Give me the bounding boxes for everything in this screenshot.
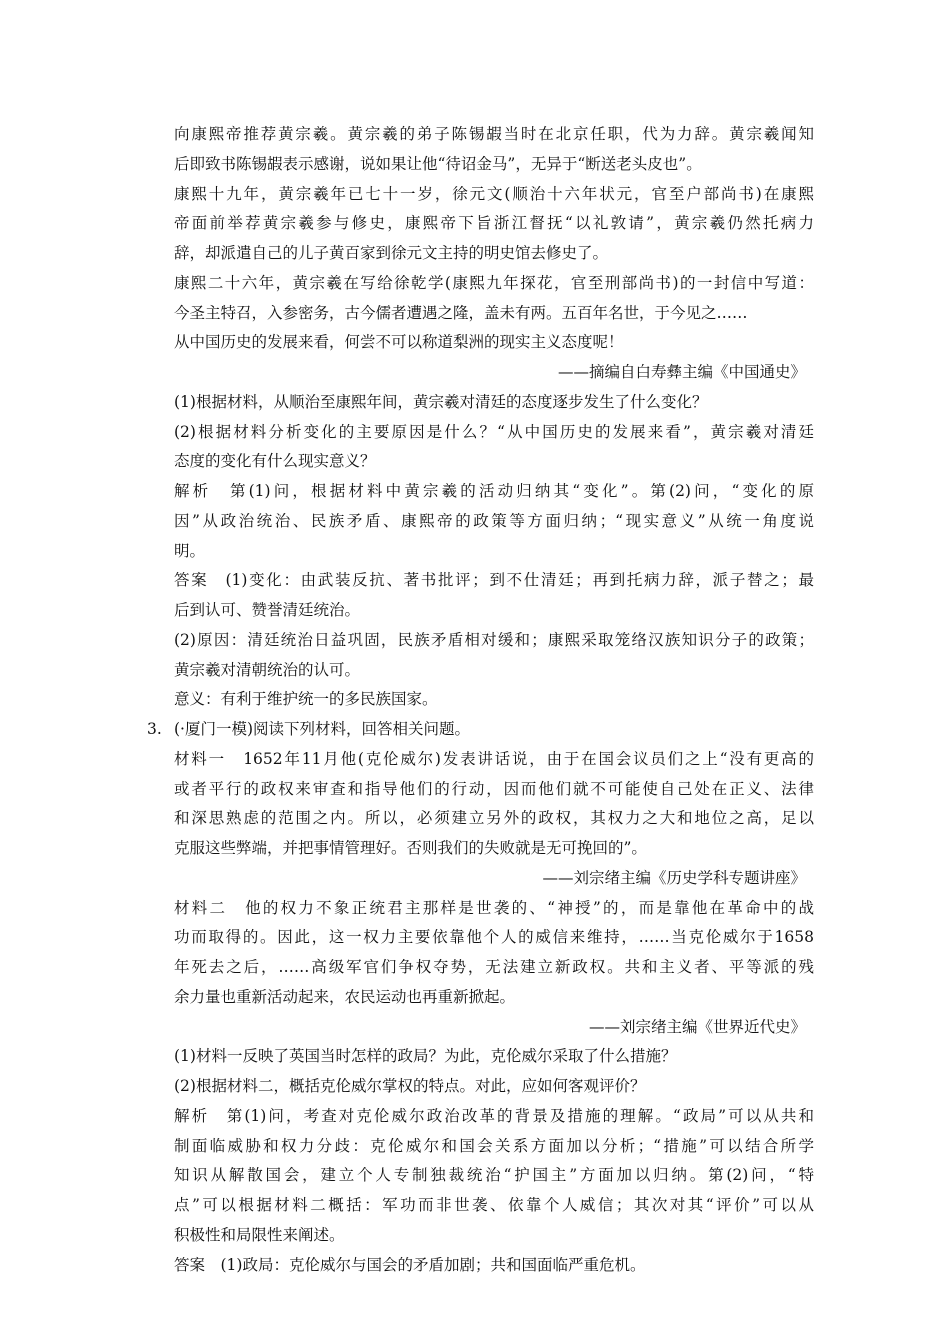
material-line: 克服这些弊端，并把事情管理好。否则我们的失败就是无可挽回的”。	[174, 839, 647, 857]
question-heading-text: (·厦门一模)阅读下列材料，回答相关问题。	[174, 720, 471, 738]
source-citation: ——刘宗绪主编《历史学科专题讲座》	[542, 868, 806, 887]
answer-line: 答案 (1)政局：克伦威尔与国会的矛盾加剧；共和国面临严重危机。	[174, 1255, 646, 1274]
analysis-line: 因”从政治统治、民族矛盾、康熙帝的政策等方面归纳；“现实意义”从统一角度说	[174, 511, 814, 530]
material-line: 材料一 1652年11月他(克伦威尔)发表讲话说，由于在国会议员们之上“没有更高的	[174, 749, 814, 768]
text-line: 辞，却派遣自己的儿子黄百家到徐元文主持的明史馆去修史了。	[174, 244, 609, 262]
material-line: 年死去之后，……高级军官们争权夺势，无法建立新政权。共和主义者、平等派的残	[174, 958, 814, 976]
text-line: 帝面前举荐黄宗羲参与修史，康熙帝下旨浙江督抚“以礼敦请”，黄宗羲仍然托病力	[174, 214, 814, 233]
answer-line: 后到认可、赞誉清廷统治。	[174, 601, 361, 619]
analysis-line: 点”可以根据材料二概括：军功而非世袭、依靠个人威信；其次对其“评价”可以从	[174, 1196, 814, 1214]
analysis-line: 制面临威胁和权力分歧：克伦威尔和国会关系方面加以分析；“措施”可以结合所学	[174, 1136, 814, 1155]
analysis-line: 解析 第(1)问，考查对克伦威尔政治改革的背景及措施的理解。“政局”可以从共和	[174, 1106, 814, 1125]
text-line: 向康熙帝推荐黄宗羲。黄宗羲的弟子陈锡嘏当时在北京任职，代为力辞。黄宗羲闻知	[174, 125, 814, 143]
answer-line: (2)原因：清廷统治日益巩固，民族矛盾相对缓和；康熙采取笼络汉族知识分子的政策；	[174, 630, 814, 649]
document-body	[147, 124, 814, 1284]
material-line: 功而取得的。因此，这一权力主要依靠他个人的威信来维持，……当克伦威尔于1658	[174, 928, 814, 947]
analysis-line: 明。	[174, 541, 206, 560]
question-line: 态度的变化有什么现实意义？	[174, 452, 376, 471]
answer-line: 答案 (1)变化：由武装反抗、著书批评；到不仕清廷；再到托病力辞，派子替之；最	[174, 571, 814, 590]
material-line: 余力量也重新活动起来，农民运动也再重新掀起。	[174, 987, 516, 1006]
analysis-line: 积极性和局限性来阐述。	[174, 1225, 345, 1244]
question-line: (1)材料一反映了英国当时怎样的政局？为此，克伦威尔采取了什么措施？	[174, 1047, 677, 1066]
material-line: 和深思熟虑的范围之内。所以，必须建立另外的政权，其权力之大和地位之高，足以	[174, 809, 814, 828]
answer-line: 黄宗羲对清朝统治的认可。	[174, 660, 361, 679]
question-line: (2)根据材料分析变化的主要原因是什么？“从中国历史的发展来看”，黄宗羲对清廷	[174, 422, 814, 441]
text-line: 康熙十九年，黄宗羲年已七十一岁，徐元文(顺治十六年状元，官至户部尚书)在康熙	[174, 184, 814, 203]
question-number: 3.	[147, 720, 162, 738]
material-line: 或者平行的政权来审查和指导他们的行动，因而他们就不可能使自己处在正义、法律	[174, 779, 814, 798]
text-line: 从中国历史的发展来看，何尝不可以称道梨洲的现实主义态度呢！	[174, 333, 624, 352]
question-line: (1)根据材料，从顺治至康熙年间，黄宗羲对清廷的态度逐步发生了什么变化？	[174, 392, 708, 411]
answer-line: 意义：有利于维护统一的多民族国家。	[174, 690, 438, 709]
source-citation: ——刘宗绪主编《世界近代史》	[588, 1017, 806, 1036]
analysis-line: 知识从解散国会，建立个人专制独裁统治“护国主”方面加以归纳。第(2)问，“特	[174, 1166, 814, 1185]
source-citation: ——摘编自白寿彝主编《中国通史》	[557, 363, 806, 381]
question-heading	[147, 719, 814, 739]
text-line: 康熙二十六年，黄宗羲在写给徐乾学(康熙九年探花，官至刑部尚书)的一封信中写道：	[174, 273, 814, 292]
text-line: 今圣主特召，入参密务，古今儒者遭遇之隆，盖未有两。五百年名世，于今见之……	[174, 303, 748, 322]
text-line: 后即致书陈锡嘏表示感谢，说如果让他“待诏金马”，无异于“断送老头皮也”。	[174, 154, 702, 173]
material-line: 材料二 他的权力不象正统君主那样是世袭的、“神授”的，而是靠他在革命中的战	[174, 898, 814, 917]
question-line: (2)根据材料二，概括克伦威尔掌权的特点。对此，应如何客观评价？	[174, 1077, 646, 1095]
analysis-line: 解析 第(1)问，根据材料中黄宗羲的活动归纳其“变化”。第(2)问，“变化的原	[174, 482, 814, 500]
